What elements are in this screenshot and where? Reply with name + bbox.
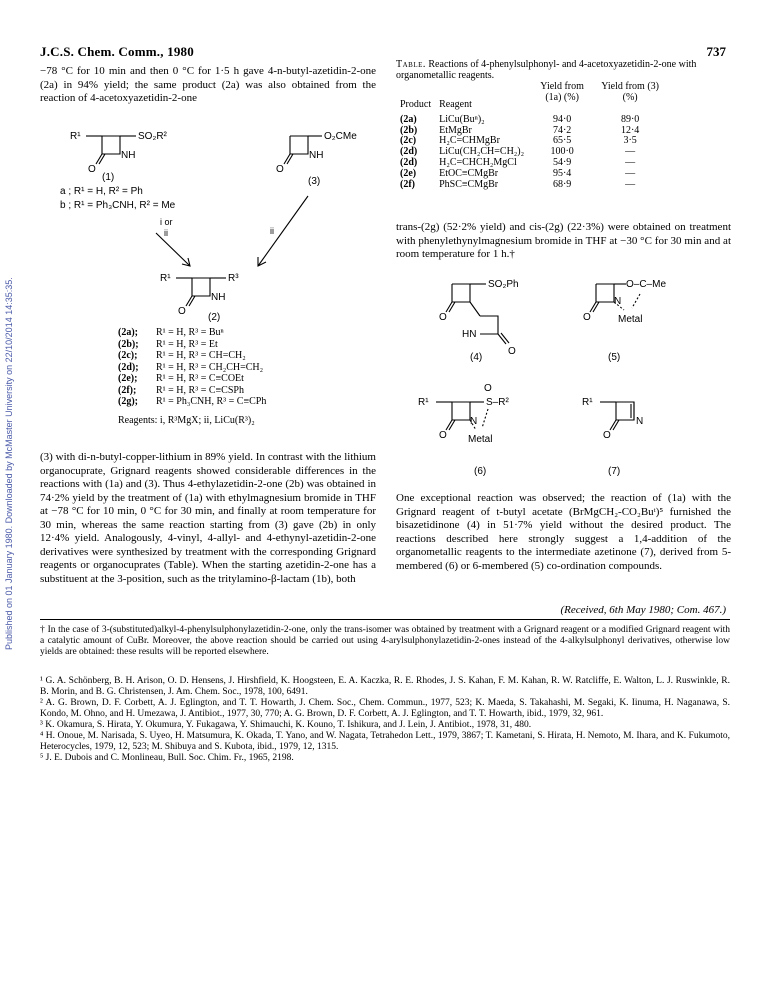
table-row: (2e) EtOC≡CMgBr 95·4 — (400, 167, 636, 179)
footnote-text: † In the case of 3-(substituted)alkyl-4-phenylsulphonylazetidin-2-one, only the trans-isomer was obtained by treatment with a Grignard reagent or a modified Grignard reagent with a catalytic amount of CuBr. Moreover, the above reaction should be carried out using 4-arylsulphonylazetidin-2-ones instead of the 4-alkylsulphonyl derivatives, otherwise low yields are obtained: these results will be reported elsewhere. (40, 625, 730, 657)
header-product: Product (400, 99, 432, 110)
table-row: (2c) H₂C=CHMgBr 65·5 3·5 (400, 135, 637, 147)
definition-row: (2c); R¹ = H, R³ = CH=CH₂ (118, 350, 246, 361)
header-yield-3: Yield from (3) (%) (601, 81, 659, 103)
header-reagent: Reagent (439, 99, 472, 110)
compound-3-number: (3) (308, 176, 321, 187)
r1-label: R¹ (70, 131, 81, 142)
download-note: Published on 01 January 1980. Downloaded by McMaster University on 22/10/2014 14:35:35. (4, 277, 14, 650)
reference-item: ³ K. Okamura, S. Hirata, Y. Okumura, Y. Fukagawa, Y. Shimauchi, K. Kouno, T. Ishikura, and J. Lein, J. Antibiot., 1978, 31, 480. (40, 720, 532, 730)
r1-label-2: R¹ (160, 273, 171, 284)
paragraph-text: (3) with di-n-butyl-copper-lithium in 89% yield. In contrast with the lithium organocuprate, Grignard reagents showed considerable differences in the reactions with (1a) and (3). Thus 4-ethylazetidin-2-one (2b) was obtained in 74·2% yield by the treatment of (1a) with ethylmagnesium bromide in THF at −78 °C for 10 min, 0 °C for 30 min, and finally at room temperature for 30 min, whereas the same reaction starting from (3) gave (2b) in only 12·4% yield. Analogously, 4-vinyl, 4-allyl- and 4-ethynyl-azetidin-2-one derivatives were synthesized by treatment with the corresponding Grignard reagents or organocuprates (Table). When the starting azetidin-2-one has a substituent at the 3-position, such as the tritylamino-β-lactam (1b), both (40, 451, 376, 585)
table-caption (396, 59, 726, 81)
so2ph-label: SO₂Ph (488, 279, 519, 290)
r3-label: R³ (228, 273, 239, 284)
paragraph-text: −78 °C for 10 min and then 0 °C for 1·5 h gave 4-n-butyl-azetidin-2-one (2a) in 94% yield; the same product (2a) was also obtained from the reaction of 4-acetoxyazetidin-2-one (40, 65, 376, 104)
table-label: Table. (396, 59, 426, 70)
ester-label: O–C–Me (626, 279, 667, 290)
o2cme-label: O₂CMe (324, 131, 357, 142)
compound-4-number: (4) (470, 352, 483, 363)
definition-row: (2e); R¹ = H, R³ = C≡COEt (118, 373, 244, 384)
references (40, 676, 730, 764)
reference-item: ⁵ J. E. Dubois and C. Monlineau, Bull. Soc. Chim. Fr., 1965, 2198. (40, 753, 294, 763)
journal-header: J.C.S. Chem. Comm., 1980 (40, 44, 194, 59)
r1-label: R¹ (582, 397, 593, 408)
nh-label-3: NH (309, 150, 324, 161)
beta-lactam-ring-3 (290, 136, 308, 154)
compound-definitions (118, 327, 266, 426)
left-paragraph-bottom (40, 451, 376, 586)
o-label: O (439, 312, 447, 323)
arrow-label-ii-left: ii (164, 228, 168, 238)
definition-row: (2b); R¹ = H, R³ = Et (118, 338, 218, 350)
reaction-scheme (40, 108, 380, 323)
o-label: O (88, 164, 96, 175)
reagents-note: Reagents: i, R³MgX; ii, LiCu(R³)₂ (118, 414, 255, 426)
left-paragraph-top (40, 65, 376, 106)
n-label: N (470, 416, 478, 427)
definition-row: (2a); R¹ = H, R³ = Buⁿ (118, 327, 224, 338)
arrow-label-i-or: i or (160, 217, 173, 227)
definition-row: (2f); R¹ = H, R³ = C≡CSPh (118, 384, 244, 396)
so2r2-label: SO₂R² (138, 131, 167, 142)
table-row: (2f) PhSC≡CMgBr 68·9 — (400, 178, 636, 190)
table-row: (2b) EtMgBr 74·2 12·4 (400, 124, 640, 136)
o-label: O (508, 346, 516, 357)
beta-lactam-ring-2 (192, 278, 210, 296)
page-number: 737 (706, 44, 726, 59)
metal-label: Metal (468, 434, 493, 445)
variant-a: a ; R¹ = H, R² = Ph (60, 186, 143, 197)
download-watermark (4, 190, 18, 650)
reaction-table (396, 82, 664, 190)
o-label-2: O (178, 306, 186, 317)
metal-label: Metal (618, 314, 643, 325)
o-label: O (583, 312, 591, 323)
sulfoxide-label: S–R² (486, 397, 509, 408)
reference-item: ² A. G. Brown, D. F. Corbett, A. J. Eglington, and T. T. Howarth, J. Chem. Soc., Chem. Commun., 1977, 523; K. Maeda, S. Takahashi, M. Segaki, K. Iinuma, H. Naganawa, S. Kondo, M. Ohno, and H. Umezawa, J. Antibiot., 1977, 30, 770; A. G. Brown, D. F. Corbett, A. J. Eglington, and T. T. Howarth, ibid., 1979, 32, 961. (40, 698, 730, 719)
o-label-3: O (276, 164, 284, 175)
footnote (40, 625, 730, 658)
compound-6-number: (6) (474, 466, 487, 477)
nh-label: NH (121, 150, 136, 161)
compound-2-number: (2) (208, 312, 221, 323)
definition-row: (2g); R¹ = Ph₃CNH, R³ = C≡CPh (118, 396, 267, 407)
header-yield-1a: Yield from (1a) (%) (540, 81, 584, 103)
n-label: N (614, 296, 622, 307)
right-paragraph-top (396, 221, 731, 262)
variant-b: b ; R¹ = Ph₃CNH, R² = Me (60, 200, 176, 211)
received-date: (Received, 6th May 1980; Com. 467.) (560, 604, 726, 616)
footnote-rule (40, 619, 730, 620)
table-row: (2d) H₂C=CHCH₂MgCl 54·9 — (400, 156, 636, 168)
table-header-row (396, 82, 664, 111)
beta-lactam-ring-1 (102, 136, 120, 154)
definition-row: (2d); R¹ = H, R³ = CH₂CH=CH₂ (118, 361, 264, 373)
hn-label: HN (462, 329, 477, 340)
reference-item: ⁴ H. Onoue, M. Narisada, S. Uyeo, H. Matsumura, K. Okada, T. Yano, and W. Nagata, Tetrahedon Lett., 1979, 3867; T. Kametani, S. Hirata, H. Nemoto, M. Ihara, and K. Fukumoto, Heterocycles, 1979, 12, 523; M. Shibuya and S. Kubota, ibid., 1979, 12, 1315. (40, 731, 730, 752)
r1-label: R¹ (418, 397, 429, 408)
paragraph-text: trans-(2g) (52·2% yield) and cis-(2g) (22·3%) were obtained on treatment with phenylethynylmagnesium bromide in THF at −30 °C for 30 min and at room temperature for 1 h.† (396, 221, 731, 260)
o-label: O (484, 383, 492, 394)
arrow-label-ii-right: ii (270, 226, 274, 236)
table-row: (2a) LiCu(Buⁿ)₂ 94·0 89·0 (400, 113, 640, 125)
o-label: O (439, 430, 447, 441)
nh-label-2: NH (211, 292, 226, 303)
compound-7-number: (7) (608, 466, 621, 477)
paragraph-text: One exceptional reaction was observed; the reaction of (1a) with the Grignard reagent of t-butyl acetate (BrMgCH₂-CO₂Buᵗ)⁵ furnished the bisazetidinone (4) in 51·7% yield without the desired product. The reactions described here strongly suggest a 1,4-addition of the organometallic reagents to the intermediate azetinone (7), derived from 5-membered (6) or 6-membered (5) co-ordination compounds. (396, 492, 731, 572)
compound-1-number: (1) (102, 172, 115, 183)
table-caption-text: Reactions of 4-phenylsulphonyl- and 4-acetoxyazetidin-2-one with organometallic reagents. (396, 59, 697, 81)
reference-item: ¹ G. A. Schönberg, B. H. Arison, O. D. Hensens, J. Hirshfield, K. Hoogsteen, E. A. Kaczka, R. E. Rhodes, J. S. Kahan, F. M. Kahan, R. W. Ratcliffe, E. Walton, L. J. Ruswinkle, R. B. Morin, and B. G. Christensen, J. Am. Chem. Soc., 1978, 100, 6491. (40, 676, 730, 697)
compound-5-number: (5) (608, 352, 621, 363)
intermediate-structures (396, 266, 732, 478)
n-label: N (636, 416, 644, 427)
o-label: O (603, 430, 611, 441)
right-paragraph-bottom (396, 492, 731, 573)
table-row: (2d) LiCu(CH₂CH=CH₂)₂ 100·0 — (400, 146, 636, 158)
